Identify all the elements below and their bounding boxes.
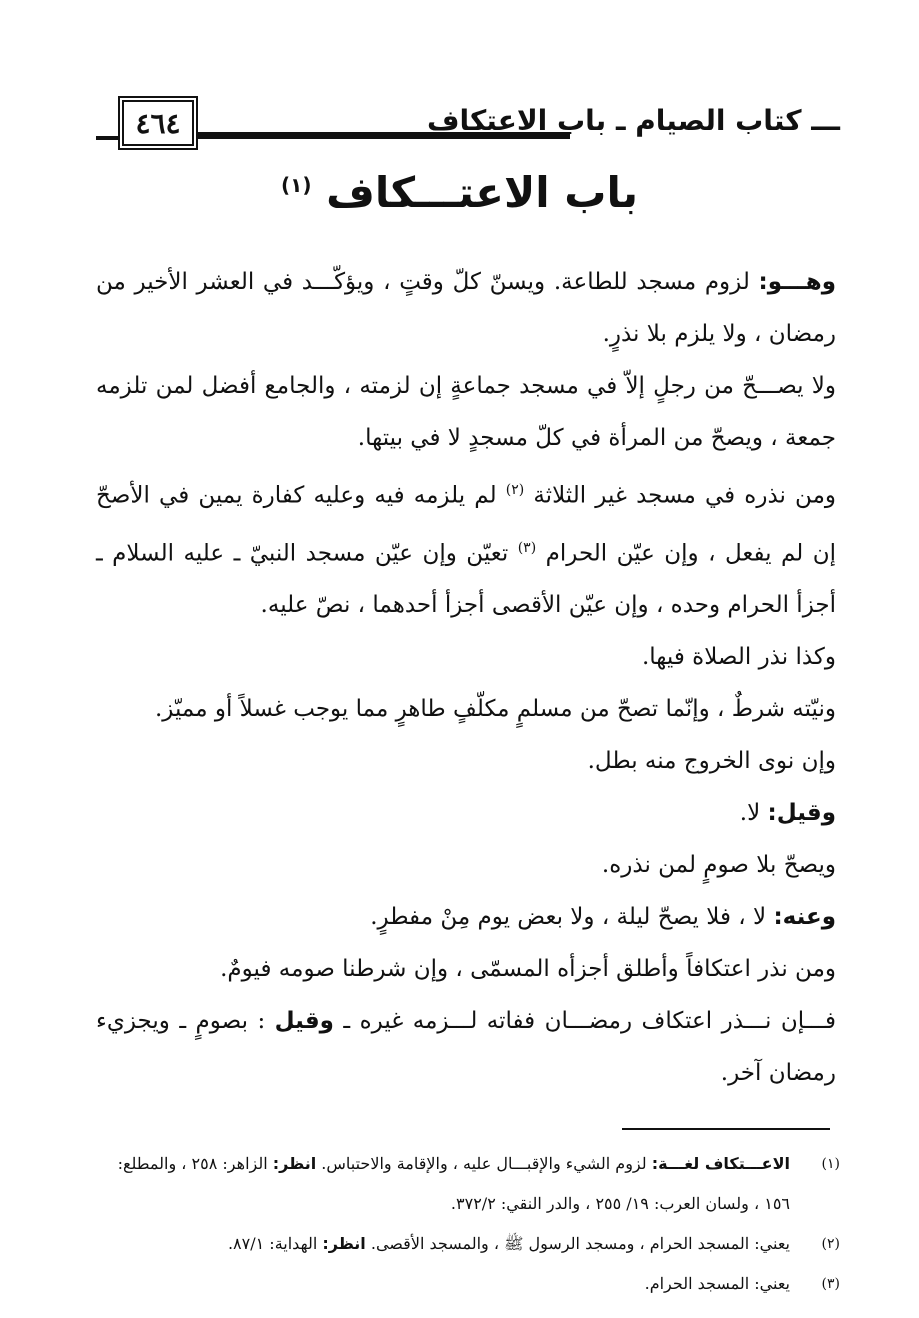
footnote-number: (٣) bbox=[821, 1276, 840, 1292]
footnote-lead: انظر: bbox=[272, 1154, 317, 1173]
lead-word: وعنه: bbox=[773, 904, 836, 931]
page-header bbox=[96, 96, 840, 154]
footnote-ref: (٣) bbox=[517, 539, 537, 556]
footnote-lead: انظر: bbox=[322, 1234, 366, 1253]
footnote-1 bbox=[96, 1144, 840, 1224]
paragraph-text: لزوم مسجد للطاعة. ويسنّ كلّ وقتٍ ، ويؤكّـــد في العشر الأخير من رمضان ، ولا يلزم بلا نذرٍ. bbox=[96, 269, 836, 347]
header-rule-left bbox=[96, 136, 118, 140]
paragraph-intention: ونيّته شرطٌ ، وإنّما تصحّ من مسلمٍ مكلّفٍ طاهرٍ مما يوجب غسلاً أو مميّز. bbox=[154, 696, 836, 723]
paragraph-invalidation: وإن نوى الخروج منه بطل. bbox=[587, 748, 836, 775]
paragraph-prayer-vow: وكذا نذر الصلاة فيها. bbox=[641, 644, 836, 671]
footnote-text: يعني: المسجد الحرام ، ومسجد الرسول ﷺ ، والمسجد الأقصى. bbox=[365, 1234, 790, 1253]
chapter-title bbox=[0, 168, 919, 217]
footnotes bbox=[96, 1144, 840, 1304]
paragraph-text: لا. bbox=[739, 800, 768, 827]
footnote-text: يعني: المسجد الحرام. bbox=[644, 1274, 790, 1293]
paragraph-text: تعيّن وإن عيّن مسجد النبيّ ـ عليه السلام ـ أجزأ الحرام وحده ، وإن عيّن الأقصى أجزأ أحدهما ، نصّ عليه. bbox=[96, 540, 836, 619]
lead-word: وهـــو: bbox=[758, 269, 836, 295]
footnote-text: لزوم الشيء والإقبـــال عليه ، والإقامة والاحتباس. bbox=[316, 1154, 652, 1173]
chapter-footnote-ref: (١) bbox=[280, 173, 312, 197]
paragraph-text: لا ، فلا يصحّ ليلة ، ولا بعض يوم مِنْ مفطرٍ. bbox=[370, 904, 774, 931]
paragraph-fasting: ويصحّ بلا صومٍ لمن نذره. bbox=[601, 852, 836, 879]
page-number: ٤٦٤ bbox=[118, 96, 198, 150]
paragraph-text: ومن نذره في مسجد غير الثلاثة bbox=[524, 482, 836, 509]
lead-word: وقيل: bbox=[767, 800, 836, 827]
paragraph-text: فـــإن نـــذر اعتكاف رمضـــان ففاته لـــزمه غيره ـ bbox=[333, 1008, 836, 1035]
paragraph-text: لم يلزمه فيه وعليه كفارة يمين في الأصحّ إن لم يفعل ، وإن عيّن الحرام bbox=[96, 482, 836, 567]
footnote-number: (٢) bbox=[821, 1236, 840, 1252]
footnote-lead: الاعـــتكاف لغـــة: bbox=[651, 1154, 790, 1173]
paragraph-text: : بصومٍ ـ ويجزيء رمضان آخر. bbox=[96, 1008, 836, 1087]
main-text bbox=[96, 256, 836, 1099]
footnote-3 bbox=[96, 1264, 840, 1304]
footnote-ref: (٢) bbox=[505, 482, 525, 498]
footnote-text: الزاهر: ٢٥٨ ، والمطلع: ١٥٦ ، ولسان العرب: ١٩/ ٢٥٥ ، والدر النقي: ٣٧٢/٢. bbox=[117, 1154, 790, 1213]
paragraph-opinion bbox=[96, 787, 836, 839]
footnote-separator bbox=[622, 1128, 830, 1130]
paragraph-unspecified-vow: ومن نذر اعتكافاً وأطلق أجزأه المسمّى ، وإن شرطنا صومه فيومٌ. bbox=[220, 956, 836, 983]
footnote-number: (١) bbox=[821, 1156, 840, 1172]
footnote-text: الهداية: ٨٧/١. bbox=[227, 1234, 323, 1253]
footnote-2 bbox=[96, 1224, 840, 1264]
paragraph-vow bbox=[96, 464, 836, 631]
paragraph-narration bbox=[96, 891, 836, 943]
paragraph-definition bbox=[96, 256, 836, 360]
paragraph-ramadan bbox=[96, 995, 836, 1099]
lead-word: وقيل bbox=[274, 1008, 334, 1035]
running-title: ـــ كتاب الصيام ـ باب الاعتكاف bbox=[426, 104, 840, 137]
chapter-title-text: باب الاعتـــكاف bbox=[326, 168, 639, 217]
paragraph-place: ولا يصـــحّ من رجلٍ إلاّ في مسجد جماعةٍ إن لزمته ، والجامع أفضل لمن تلزمه جمعة ، ويصحّ من المرأة في كلّ مسجدٍ لا في بيتها. bbox=[96, 373, 836, 451]
